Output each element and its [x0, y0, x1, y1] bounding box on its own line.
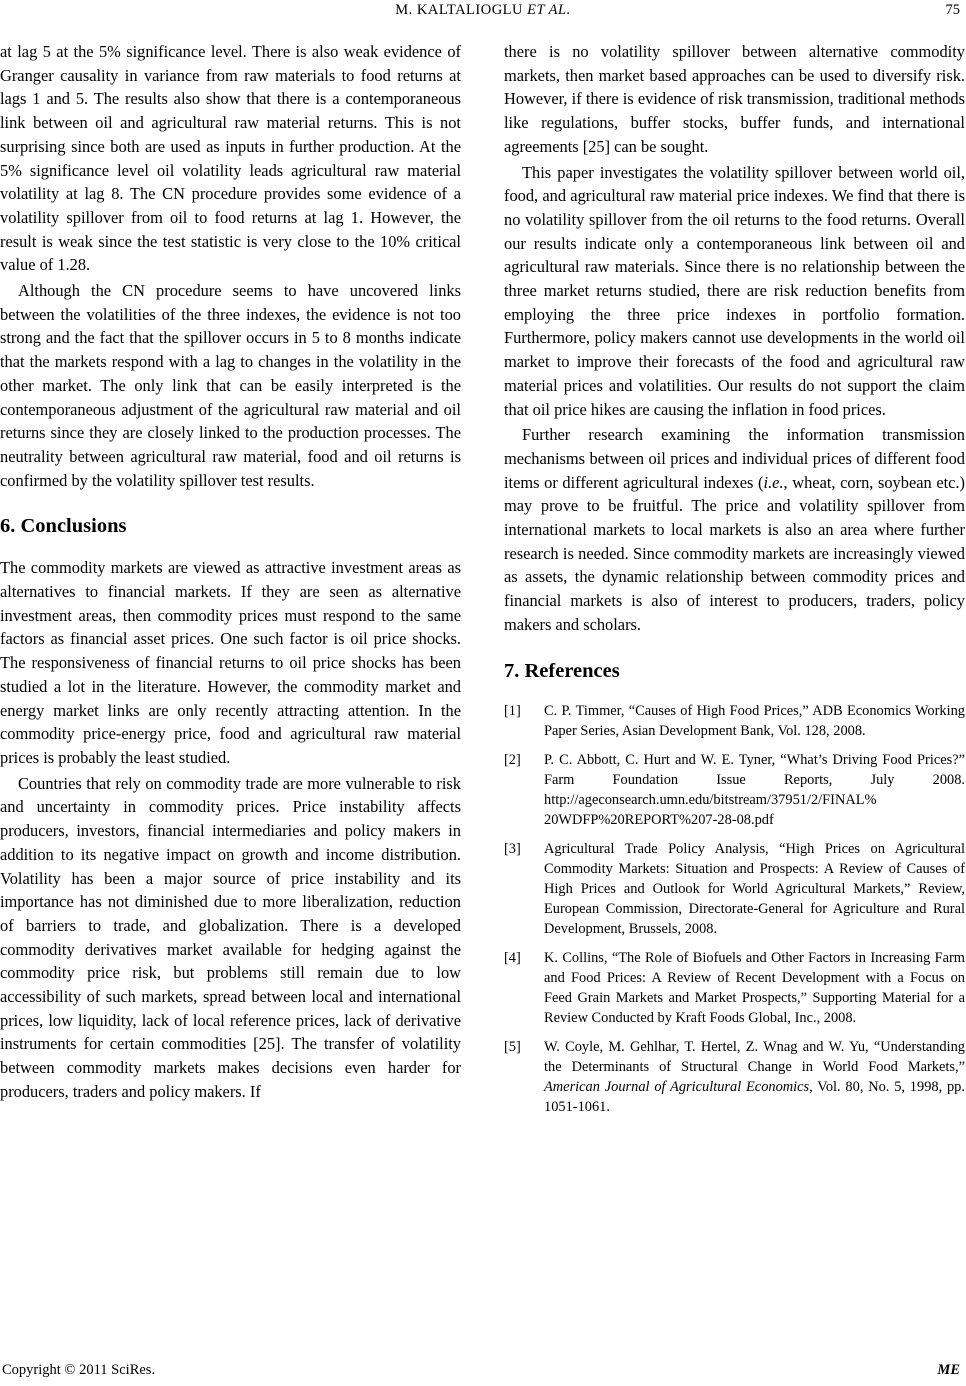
reference-text: Agricultural Trade Policy Analysis, “High Prices on Agricultural Commodity Markets: Situation and Prospects: A Review of Causes of High Prices and Outlook for World Agricultural Markets,” Review, European Commission, Directorate-General for Agriculture and Rural Development, Brussels, 2008. [544, 840, 965, 937]
section-heading-references: 7. References [504, 659, 620, 682]
left-column [0, 40, 461, 1104]
running-head-authors: M. KALTALIOGLU [395, 2, 524, 18]
reference-text: C. P. Timmer, “Causes of High Food Prices,” ADB Economics Working Paper Series, Asian Development Bank, Vol. 128, 2008. [544, 702, 965, 739]
paragraph-this-paper: This paper investigates the volatility spillover between world oil, food, and agricultural raw material price indexes. We find that there is no volatility spillover from the oil returns to the food returns. Overall our results indicate only a contemporaneous link between oil and agricultural raw materials. Since there is no relationship between the three market returns studied, there are risk reduction benefits from employing the three price indexes in portfolio formation. Furthermore, policy makers cannot use developments in the world oil market to improve their forecasts of the food and agricultural raw material prices and volatilities. Our results do not support the claim that oil price hikes are causing the inflation in food prices. [504, 162, 965, 419]
reference-number: [1] [504, 702, 521, 719]
paragraph-countries: Countries that rely on commodity trade are more vulnerable to risk and uncertainty in commodity prices. Price instability affects producers, investors, financial intermediaries and policy makers in addition to its negative impact on growth and income distribution. Volatility has been a major source of price instability and its importance has not diminished due to more liberalization, reduction of barriers to trade, and globalization. There is a developed commodity derivatives market available for hedging against the commodity price risk, but problems still remain due to low accessibility of such markets, spread between local and international prices, low liquidity, lack of local reference prices, lack of derivative instruments for certain commodities [25]. The transfer of volatility between commodity markets makes decisions even harder for producers, traders and policy makers. If [0, 773, 461, 1101]
copyright-notice: Copyright © 2011 SciRes. [2, 1362, 156, 1378]
reference-journal: American Journal of Agricultural Economics [544, 1078, 810, 1095]
reference-text [544, 1037, 965, 1117]
further-research-text-2: , wheat, corn, soybean etc.) may prove to be fruitful. The price and volatility spillover from international markets to local markets is also an area where further research is needed. Since commodity markets are increasingly viewed as assets, the dynamic relationship between commodity prices and financial markets is also of interest to producers, traders, policy makers and scholars. [504, 472, 965, 634]
running-head [0, 2, 966, 19]
reference-number: [3] [504, 840, 521, 857]
paragraph-further-research [504, 423, 965, 636]
reference-item [504, 701, 965, 741]
journal-abbreviation: ME [937, 1362, 960, 1378]
reference-number: [4] [504, 949, 521, 966]
paragraph-cn-procedure: Although the CN procedure seems to have uncovered links between the volatilities of the three indexes, the evidence is not too strong and the fact that the spillover occurs in 5 to 8 months indicate that the markets respond with a lag to changes in the volatility in the other market. The only link that can be easily interpreted is the contemporaneous adjustment of the agricultural raw material and oil returns since they are closely linked to the production processes. The neutrality between agricultural raw material, food and oil returns is confirmed by the volatility spillover test results. [0, 281, 461, 490]
reference-list [504, 701, 965, 1117]
page-footer [0, 1362, 966, 1386]
page-header [0, 0, 966, 22]
paragraph-commodity-markets: The commodity markets are viewed as attractive investment areas as alternatives to financial markets. If they are seen as alternative investment areas, then commodity prices must respond to the same factors as financial asset prices. One such factor is oil price shocks. The responsiveness of financial returns to oil price shocks has been studied a lot in the literature. However, the commodity market and energy market links are only recently attracting attention. In the commodity price-energy price, food and agricultural raw material prices is probably the least studied. [0, 558, 461, 767]
reference-item [504, 1037, 965, 1117]
ie-abbreviation: i.e. [763, 472, 784, 492]
paragraph-results: at lag 5 at the 5% significance level. There is also weak evidence of Granger causality in variance from raw materials to food returns at lags 1 and 5. The results also show that there is a contemporaneous link between oil and agricultural raw material returns. This is not surprising since both are used as inputs in further production. At the 5% significance level oil volatility leads agricultural raw material volatility at lag 8. The CN procedure provides some evidence of a volatility spillover from oil to food returns at lag 1. However, the result is weak since the test statistic is very close to the 10% critical value of 1.28. [0, 42, 461, 275]
reference-number: [5] [504, 1038, 521, 1055]
reference-item [504, 948, 965, 1028]
reference-text-part: , Vol. 80, No. 5, 1998, pp. 1051-1061. [544, 1078, 965, 1115]
section-heading-conclusions: 6. Conclusions [0, 515, 127, 538]
reference-item [504, 750, 965, 830]
reference-number: [2] [504, 751, 521, 768]
right-column [504, 40, 965, 1126]
reference-text: P. C. Abbott, C. Hurt and W. E. Tyner, “What’s Driving Food Prices?” Farm Foundation Issue Reports, July 2008. http://ageconsearch.umn.edu/bitstream/37951/2/FINAL% 20WDFP%20REPORT%207-28-08.pdf [544, 751, 965, 828]
reference-text-part: W. Coyle, M. Gehlhar, T. Hertel, Z. Wnag and W. Yu, “Understanding the Determinants of Structural Change in World Food Markets,” [544, 1038, 965, 1075]
running-head-etal: ET AL. [527, 2, 571, 18]
page-number: 75 [945, 2, 960, 18]
reference-text: K. Collins, “The Role of Biofuels and Other Factors in Increasing Farm and Food Prices: A Review of Recent Development with a Focus on Feed Grain Markets and Market Prospects,” Supporting Material for a Review Conducted by Kraft Foods Global, Inc., 2008. [544, 949, 965, 1026]
paragraph-risk-transmission: there is no volatility spillover between alternative commodity markets, then market based approaches can be used to diversify risk. However, if there is evidence of risk transmission, traditional methods like regulations, buffer stocks, buffer funds, and international agreements [25] can be sought. [504, 42, 965, 156]
further-research-text-1: Further research examining the information transmission mechanisms between oil prices and individual prices of different food items or different agricultural indexes ( [504, 425, 965, 492]
reference-item [504, 839, 965, 939]
